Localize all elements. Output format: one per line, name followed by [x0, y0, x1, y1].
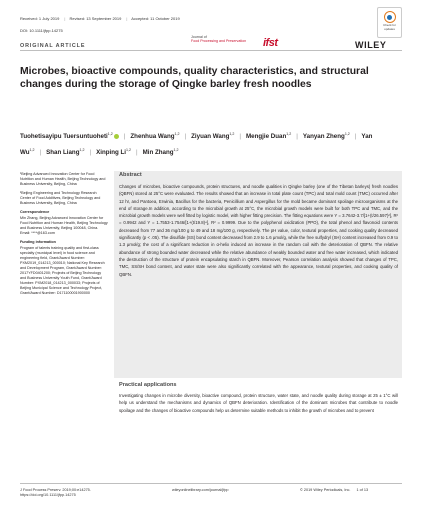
citation-text: J Food Process Preserv. 2019;00:e14275. [20, 488, 91, 492]
author-affiliation-mark: 1,2 [29, 147, 35, 152]
correspondence-text: Min Zhang, Beijing Advanced Innovation Center for Food Nutrition and Human Health, Beijing Technology and Business University, Beijing 100048, China. [20, 216, 108, 230]
author-separator: | [89, 148, 92, 156]
author-name[interactable]: Yan Wu [20, 133, 373, 156]
correspondence-email[interactable]: Email: ****@163.com [20, 231, 55, 235]
author-affiliation-mark: 1,2 [229, 132, 235, 136]
author-separator: | [184, 133, 187, 141]
copyright: © 2019 Wiley Periodicals, Inc. [300, 488, 351, 492]
footer-citation [20, 488, 91, 498]
abstract-text: Changes of microbes, bioactive compounds, protein structures, and noodle qualities in Qingke barley (one of the Tibetan barleys) fresh noodles (QBFN) stored at 25°C were evaluated. The results showed that an increase in total plate count (TPC) and total mold count (TMC) occurred after 12 hr, and Pantoea, Erwinia, Bacillus for the bacteria, Penicillium and Aspergillus for the mold became dominant spoilage microorganisms at the end of storage.In addition, according to the microbial growth at 25°C, the microbial growth models were built for both TPC and TMC, and the microbial growth models were well fitted by logistic model, with higher fitting precision. The fitting equations were Y = 3.7642-3.7/[1+(t/26.597)²], R² = 0.9942 and Y = 1.7553-1.7546/[1+(t/19.8)⁴], R² = 0.9999. Due to the polyphenol oxidization (PPO), the total phenol and flavonoid contents decreased from 77 and 36 mg/100 g to 49 and 18 mg/100 g, respectively. The pH value, color, textural properties, and cooking quality decreased significantly (p < .05). The disulfide (SS) bond content decreased from 2.9 to 1.6 μmol/g, while the free sulfydryl (SH) content increased from 0.9 to 1.3 μmol/g; the cost of a significant reduction in α-helix induced an increase in the random coil with the deterioration of QBFN. The relative abundance of strong bounded water decreased while the relative abundance of weakly bounded water and free water increased, which indicated the destruction of the structure of protein encapsulating starch in QBFN. Moreover, Pearson correlation analysis showed that changes of TPC, TMC, SS/SH bond content, and water state were also significantly correlated with the appearance, textural properties, and cooking quality of QBFN. [119, 184, 398, 277]
author-affiliation-mark: 1,2 [344, 132, 350, 136]
author-affiliation-mark: 1,2 [174, 132, 180, 136]
author-name[interactable]: Mengjie Duan [246, 133, 287, 141]
journal-of: Journal of [191, 35, 207, 39]
author-separator: | [354, 133, 357, 141]
doi[interactable]: DOI: 10.1111/jfpp.14275 [20, 28, 63, 33]
check-for-updates-badge[interactable] [377, 7, 402, 38]
revised-date: Revised: 13 September 2019 [69, 16, 122, 21]
funding-heading: Funding information [20, 240, 56, 244]
sidebar-info [20, 172, 108, 300]
practical-applications-text: Investigating changes in microbe diversity, bioactive compound, protein structure, water state, and noodle quality during storage at 25 ± 1°C will help us understand the mechanisms and dynamics of QBFN deterioration. Identification of the dominant microbes that contribute to noodle spoilage and the changes of bioactive compounds help us determine suitable methods to inhibit the growth of microbes and to prevent [119, 393, 398, 413]
accepted-date: Accepted: 11 October 2019 [131, 16, 180, 21]
affiliation-2: ²Beijing Engineering and Technology Research Center of Food Additives, Beijing Technology and Business University, Beijing, China [20, 191, 101, 205]
abstract-heading: Abstract [119, 172, 142, 178]
author-name[interactable]: Zhenhua Wang [130, 133, 175, 141]
practical-applications-heading: Practical applications [119, 382, 177, 388]
author-separator: | [239, 133, 242, 141]
author-separator: | [136, 148, 138, 156]
header-divider [20, 50, 402, 51]
crossmark-icon [384, 11, 396, 23]
author-affiliation-mark: 1,2 [79, 147, 85, 152]
article-dates: Received: 1 July 2019 | Revised: 13 September 2019 | Accepted: 11 October 2019 [20, 16, 180, 21]
author-list [20, 128, 395, 159]
author-affiliation-mark: 1,2 [107, 132, 113, 136]
author-separator: | [123, 133, 126, 141]
journal-label [191, 35, 261, 43]
author-affiliation-mark: 1,2 [126, 147, 131, 152]
journal-name: Food Processing and Preservation [191, 39, 247, 43]
author-affiliation-mark: 1,2 [286, 132, 292, 136]
orcid-icon[interactable] [114, 134, 119, 139]
citation-url[interactable]: https://doi.org/10.1111/jfpp.14275 [20, 493, 76, 497]
badge-line-1: Check for [383, 23, 396, 27]
article-type: ORIGINAL ARTICLE [20, 43, 86, 49]
received-date: Received: 1 July 2019 [20, 16, 60, 21]
footer-right [300, 488, 368, 492]
author-name[interactable]: Yanyan Zheng [302, 133, 345, 141]
page-number: 1 of 13 [356, 488, 369, 492]
badge-line-2: updates [384, 26, 395, 31]
footer-site[interactable]: wileyonlinelibrary.com/journal/jfpp [172, 488, 229, 492]
correspondence-heading: Correspondence [20, 210, 50, 214]
author-separator: | [39, 148, 42, 156]
ifst-logo: ifst [263, 37, 278, 49]
wiley-logo: WILEY [355, 40, 387, 50]
author-name[interactable]: Shan Liang [46, 148, 80, 156]
affiliation-1: ¹Beijing Advanced Innovation Center for Food Nutrition and Human Health, Beijing Technology and Business University, Beijing, China [20, 172, 106, 186]
paper-title: Microbes, bioactive compounds, quality characteristics, and structural changes during the storage of Qingke barley fresh noodles [20, 66, 369, 90]
author-name[interactable]: Tuohetisayipu Tuersuntuoheti [20, 133, 108, 141]
author-name[interactable]: Xinping Li [96, 148, 126, 156]
author-name[interactable]: Ziyuan Wang [191, 133, 230, 141]
funding-text: Program of talents training quality and first-class specialty (municipal level) in food science and engineering field, Grant/Award Number: PXM2019_014213_000010; National Key Research and Development Program, Grant/Award Number: 2017YFD0401200; Projects of Beijing Technology and Business University Youth Fund, Grant/Award Number: PXM2018_014213_000033; Projects of Beijing Municipal Science and Technology Project, Grant/Award Number: D171100001900000 [20, 246, 105, 295]
footer-divider [20, 483, 402, 484]
author-affiliation-mark: 1,2 [173, 147, 179, 152]
author-separator: | [296, 133, 298, 141]
author-name[interactable]: Min Zhang [142, 148, 174, 156]
